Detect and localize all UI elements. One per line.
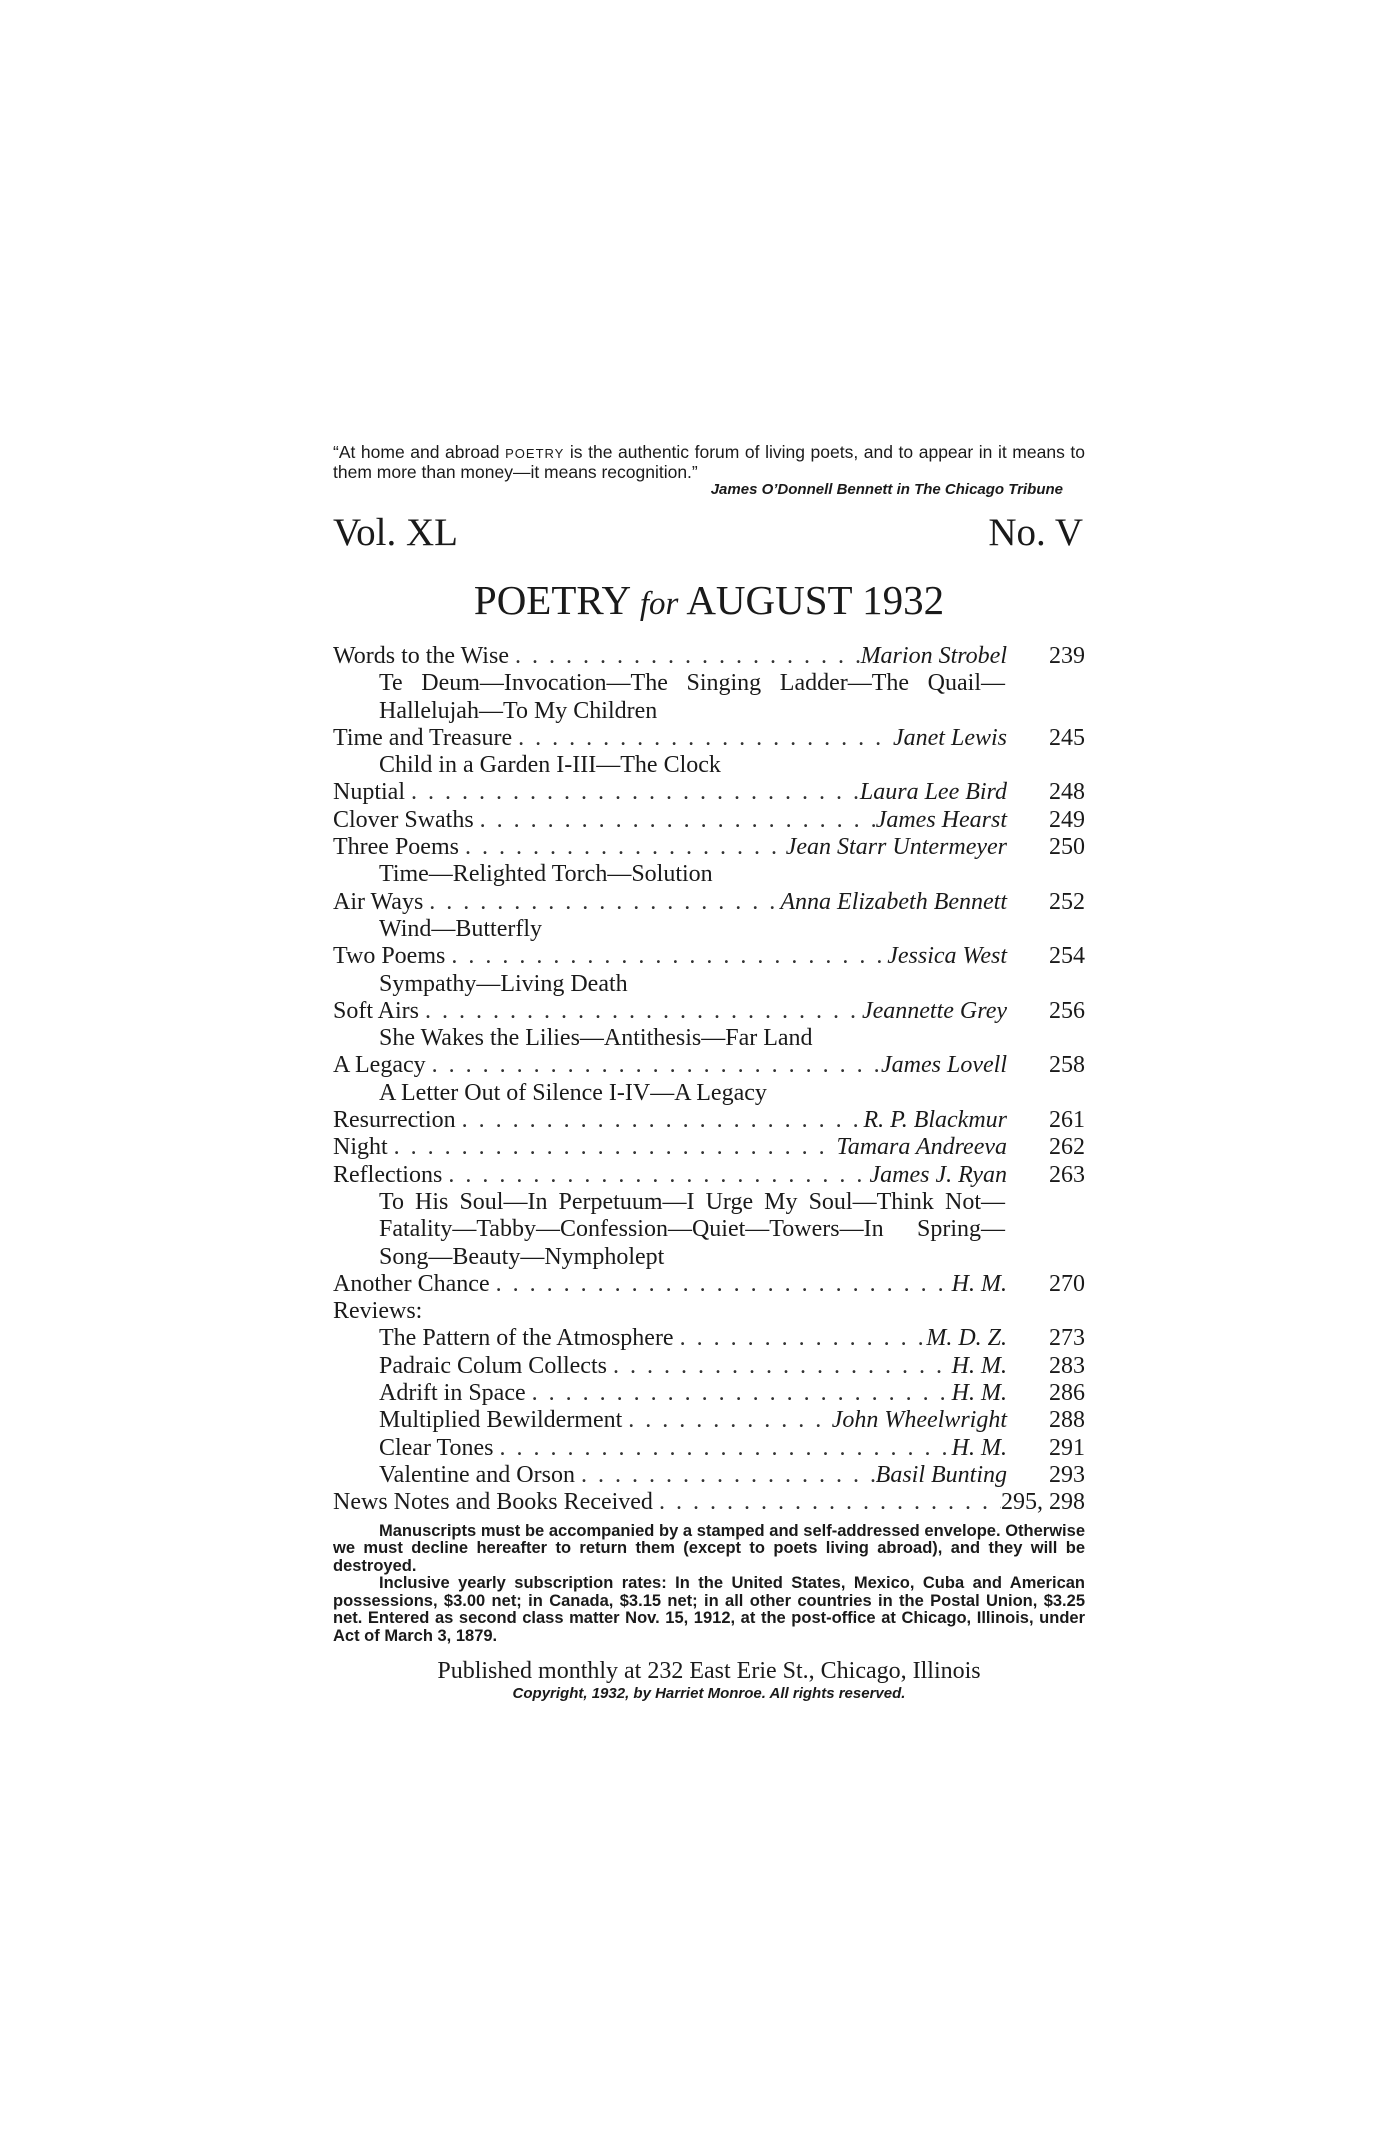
toc-entry-title: Valentine and Orson	[379, 1461, 575, 1488]
toc-entry-page: 252	[1049, 888, 1085, 915]
toc-entry-contents: Time—Relighted Torch—Solution	[379, 861, 713, 888]
toc-entry-author: M. D. Z.	[926, 1325, 1007, 1352]
toc-entry-page: 254	[1049, 943, 1085, 970]
toc-entry-page: 291	[1049, 1434, 1085, 1461]
toc-entry-title: Three Poems	[333, 834, 459, 861]
toc-entry-title: Soft Airs	[333, 997, 420, 1024]
toc-entry-author: Janet Lewis	[893, 724, 1007, 751]
toc-entry-page: 258	[1049, 1052, 1085, 1079]
toc-entry	[333, 1162, 1085, 1189]
toc-entry-title: Padraic Colum Collects	[379, 1352, 607, 1379]
toc-entry-author: H. M.	[951, 1270, 1007, 1297]
toc-entry-contents: A Letter Out of Silence I-IV—A Legacy	[379, 1079, 767, 1106]
toc-entry-page: 270	[1049, 1270, 1085, 1297]
toc-entry	[333, 1380, 1085, 1407]
publisher-line: Published monthly at 232 East Erie St., Chicago, Illinois	[437, 1658, 981, 1684]
toc-entry-author: Basil Bunting	[875, 1461, 1007, 1488]
toc-entry	[333, 1271, 1085, 1298]
toc-entry-page: 262	[1049, 1134, 1085, 1161]
toc-entry	[333, 1134, 1085, 1161]
contents-page	[333, 443, 1085, 1703]
toc-entry-title: Air Ways	[333, 888, 424, 915]
toc-entry	[333, 1435, 1085, 1462]
toc-entry-author: Jessica West	[887, 943, 1007, 970]
toc-entry	[333, 1325, 1085, 1352]
toc-entry-page: 283	[1049, 1352, 1085, 1379]
toc-entry-contents: She Wakes the Lilies—Antithesis—Far Land	[379, 1025, 813, 1052]
toc-entry-contents: Sympathy—Living Death	[379, 970, 628, 997]
toc-entry-page: 239	[1049, 643, 1085, 669]
toc-entry	[333, 807, 1085, 834]
title-issue-date: AUGUST 1932	[678, 577, 945, 623]
issue-numbering	[333, 511, 1085, 555]
volume-label: Vol. XL	[333, 511, 458, 554]
toc-entry-title: Resurrection	[333, 1107, 456, 1134]
leader-dots	[509, 643, 861, 670]
leader-dots	[512, 725, 893, 752]
toc-entry-author: Jeannette Grey	[861, 997, 1007, 1024]
toc-entry-title: Words to the Wise	[333, 643, 509, 669]
toc-entry-contents: To His Soul—In Perpetuum—I Urge My Soul—Think Not—	[379, 1188, 1005, 1215]
issue-number-label: No. V	[988, 511, 1083, 554]
leader-dots	[388, 1134, 837, 1161]
leader-dots	[490, 1271, 952, 1298]
toc-entry-author: R. P. Blackmur	[863, 1107, 1007, 1134]
toc-entry-author: John Wheelwright	[831, 1407, 1007, 1434]
toc-entry	[333, 1489, 1085, 1516]
title-for: for	[639, 586, 679, 622]
leader-dots	[423, 889, 780, 916]
toc-entry-author: James J. Ryan	[869, 1161, 1007, 1188]
leader-dots	[419, 998, 862, 1025]
page-title	[333, 575, 1085, 629]
toc-entry	[333, 943, 1085, 970]
epigraph-journal-name: POETRY	[505, 446, 565, 461]
toc-entry	[333, 1407, 1085, 1434]
toc-entry-title: Multiplied Bewilderment	[379, 1407, 623, 1434]
toc-entry	[333, 998, 1085, 1025]
toc-entry-author: James Lovell	[881, 1052, 1007, 1079]
toc-entry-page: 288	[1049, 1407, 1085, 1434]
leader-dots	[426, 1052, 881, 1079]
toc-entry	[333, 889, 1085, 916]
toc-entry	[333, 725, 1085, 752]
toc-entry-title: Adrift in Space	[379, 1380, 526, 1407]
toc-entry-page: 261	[1049, 1107, 1085, 1134]
toc-entry-page: 248	[1049, 779, 1085, 806]
leader-dots	[622, 1407, 831, 1434]
toc-entry-author: James Hearst	[875, 806, 1007, 833]
toc-entry	[333, 779, 1085, 806]
toc-entry-page: 245	[1049, 724, 1085, 751]
reviews-heading: Reviews:	[333, 1298, 423, 1325]
toc-entry-contents: Te Deum—Invocation—The Singing Ladder—The Quail—	[379, 670, 1005, 697]
copyright-line: Copyright, 1932, by Harriet Monroe. All rights reserved.	[512, 1685, 906, 1702]
toc-entry-page: 250	[1049, 834, 1085, 861]
subscription-rates-notice: Inclusive yearly subscription rates: In the United States, Mexico, Cuba and American possessions, $3.00 net; in Canada, $3.15 net; in all other countries in the Postal Union, $3.25 net. Entered as second class matter Nov. 15, 1912, at the post-office at Chicago, Illinois, under Act of March 3, 1879.	[333, 1574, 1085, 1645]
toc-entry-author: Laura Lee Bird	[859, 779, 1007, 806]
toc-entry	[333, 834, 1085, 861]
title-journal: POETRY	[473, 577, 640, 623]
leader-dots	[445, 943, 887, 970]
epigraph	[333, 443, 1085, 481]
epigraph-text-end: is the authentic forum of living poets, and to appear in it means to them more than money—it means recognition.”	[333, 442, 1085, 482]
leader-dots	[575, 1462, 876, 1489]
toc-entry-page: 256	[1049, 997, 1085, 1024]
toc-entry-contents: Wind—Butterfly	[379, 915, 543, 942]
toc-entry	[333, 643, 1085, 670]
toc-entry-title: Another Chance	[333, 1270, 490, 1297]
toc-entry-title: Time and Treasure	[333, 724, 513, 751]
leader-dots	[526, 1380, 952, 1407]
epigraph-attribution: James O’Donnell Bennett in The Chicago Tribune	[710, 481, 1063, 498]
toc-entry-title: Clover Swaths	[333, 806, 474, 833]
toc-entry-author: Tamara Andreeva	[836, 1134, 1007, 1161]
toc-entry-page: 273	[1049, 1325, 1085, 1352]
manuscripts-notice: Manuscripts must be accompanied by a stamped and self-addressed envelope. Otherwise we must decline hereafter to return them (except to poets living abroad), and they will be destroyed.	[333, 1521, 1085, 1575]
leader-dots	[405, 779, 860, 806]
toc-entry	[333, 1353, 1085, 1380]
toc-entry-title: Night	[333, 1134, 388, 1161]
leader-dots	[474, 807, 876, 834]
toc-entry-page: 293	[1049, 1461, 1085, 1488]
toc-entry-author: H. M.	[951, 1380, 1007, 1407]
toc-entry-author: Anna Elizabeth Bennett	[780, 888, 1007, 915]
toc-entry	[333, 1052, 1085, 1079]
toc-entry-contents: Hallelujah—To My Children	[379, 697, 658, 724]
leader-dots	[674, 1325, 927, 1352]
toc-entry	[333, 1107, 1085, 1134]
toc-entry-author: H. M.	[951, 1352, 1007, 1379]
toc-entry-title: A Legacy	[333, 1052, 426, 1079]
toc-entry-author: H. M.	[951, 1434, 1007, 1461]
leader-dots	[494, 1435, 952, 1462]
toc-entry-title: Clear Tones	[379, 1434, 494, 1461]
leader-dots	[607, 1353, 952, 1380]
leader-dots	[456, 1107, 864, 1134]
toc-entry-title: Two Poems	[333, 943, 446, 970]
toc-entry-contents: Fatality—Tabby—Confession—Quiet—Towers—In Spring—	[379, 1216, 1005, 1243]
toc-entry-page: 249	[1049, 806, 1085, 833]
toc-entry-title: Reflections	[333, 1161, 443, 1188]
toc-entry-author: Marion Strobel	[860, 643, 1007, 669]
toc-entry-page: 295, 298	[1001, 1489, 1085, 1516]
editorial-notice	[333, 1523, 1085, 1646]
leader-dots	[442, 1162, 869, 1189]
toc-entry-title: The Pattern of the Atmosphere	[379, 1325, 674, 1352]
toc-entry-title: News Notes and Books Received	[333, 1489, 653, 1516]
toc-entry-page: 286	[1049, 1380, 1085, 1407]
toc-entry-author: Jean Starr Untermeyer	[785, 834, 1007, 861]
table-of-contents	[333, 643, 1085, 1517]
toc-entry-contents: Child in a Garden I-III—The Clock	[379, 752, 721, 779]
leader-dots	[459, 834, 786, 861]
toc-entry	[333, 1462, 1085, 1489]
toc-entry-page: 263	[1049, 1161, 1085, 1188]
toc-entry-contents: Song—Beauty—Nympholept	[379, 1243, 665, 1270]
toc-entry-title: Nuptial	[333, 779, 405, 806]
leader-dots	[653, 1489, 1001, 1516]
epigraph-text-start: “At home and abroad	[333, 442, 506, 462]
